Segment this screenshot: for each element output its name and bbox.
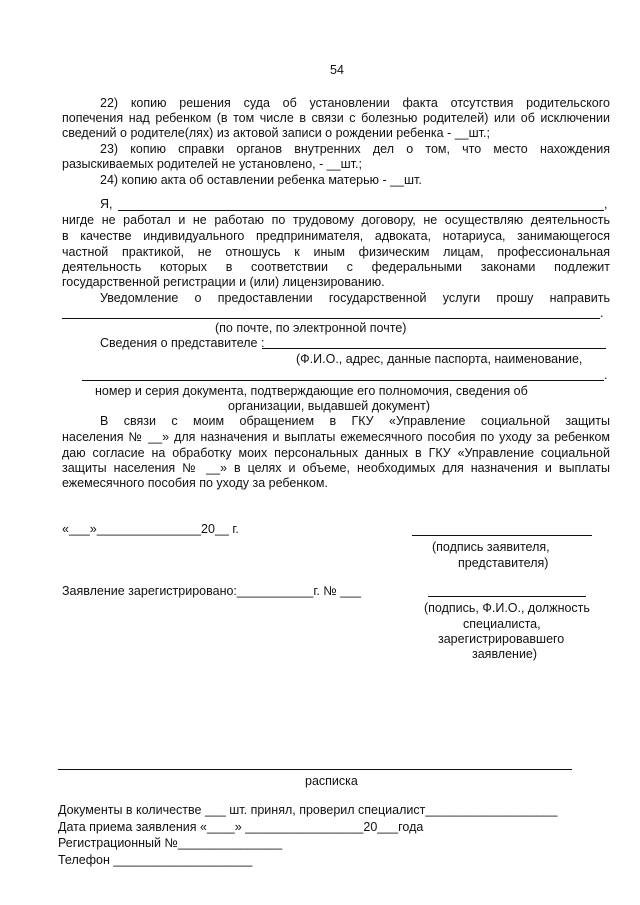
receipt-docs-line[interactable]: Документы в количестве ___ шт. принял, проверил специалист___________________ xyxy=(58,803,558,817)
declaration-comma: , xyxy=(604,197,608,211)
consent-line-5: ежемесячного пособия по уходу за ребенком. xyxy=(62,476,328,490)
applicant-sign-hint-2: представителя) xyxy=(458,556,549,570)
representative-hint-1: (Ф.И.О., адрес, данные паспорта, наименование, xyxy=(296,352,583,366)
applicant-sign-hint-1: (подпись заявителя, xyxy=(432,540,550,554)
representative-hint-2: номер и серия документа, подтверждающие его полномочия, сведения об xyxy=(95,384,528,398)
consent-line-3: даю согласие на обработку моих персональных данных в ГКУ «Управление социальной xyxy=(62,446,610,460)
specialist-signature-line[interactable] xyxy=(428,596,586,597)
notification-method-line[interactable] xyxy=(62,318,600,319)
receipt-phone[interactable]: Телефон ____________________ xyxy=(58,853,253,867)
consent-line-2: населения № __» для назначения и выплаты ежемесячного пособия по уходу за ребенком xyxy=(62,430,610,444)
representative-line-2[interactable] xyxy=(82,380,604,381)
specialist-sign-hint-4: заявление) xyxy=(472,647,538,661)
representative-hint-3: организации, выдавшей документ) xyxy=(228,399,431,413)
specialist-sign-hint-2: специалиста, xyxy=(463,617,541,631)
notification-text: Уведомление о предоставлении государственной услуги прошу направить xyxy=(100,291,610,305)
applicant-name-line[interactable] xyxy=(118,210,604,211)
page-number: 54 xyxy=(330,63,344,77)
item-22-line-2: попечения над ребенком (в том числе в связи с болезнью родителей) или об исключении xyxy=(62,111,610,125)
declaration-line-2: в качестве индивидуального предпринимателя, адвоката, нотариуса, занимающегося xyxy=(62,229,610,243)
notification-dot: . xyxy=(600,306,604,320)
representative-label: Сведения о представителе : xyxy=(100,336,265,350)
application-date[interactable]: «___»_______________20__ г. xyxy=(62,522,239,536)
declaration-line-4: деятельность которых в соответствии с федеральными законами подлежит xyxy=(62,260,610,274)
consent-line-4: защиты населения № __» в целях и объеме, необходимых для назначения и выплаты xyxy=(62,461,610,475)
item-23-line-1: 23) копию справки органов внутренних дел о том, что место нахождения xyxy=(100,142,610,156)
declaration-line-1: нигде не работал и не работаю по трудовому договору, не осуществляю деятельность xyxy=(62,213,610,227)
declaration-line-5: государственной регистрации и (или) лицензированию. xyxy=(62,275,385,289)
specialist-sign-hint-3: зарегистрировавшего xyxy=(438,632,565,646)
notification-hint: (по почте, по электронной почте) xyxy=(215,321,407,335)
declaration-line-3: частной практикой, не отношусь к иным физическим лицам, профессиональная xyxy=(62,245,610,259)
registration-line[interactable]: Заявление зарегистрировано:___________г. № ___ xyxy=(62,584,362,598)
representative-dot: . xyxy=(604,368,608,382)
representative-line-1[interactable] xyxy=(262,348,606,349)
consent-line-1: В связи с моим обращением в ГКУ «Управление социальной защиты xyxy=(100,414,610,428)
receipt-date-line[interactable]: Дата приема заявления «____» _________________20___года xyxy=(58,820,424,834)
receipt-divider xyxy=(58,769,572,770)
specialist-sign-hint-1: (подпись, Ф.И.О., должность xyxy=(424,601,590,615)
item-22-line-1: 22) копию решения суда об установлении факта отсутствия родительского xyxy=(100,96,610,110)
item-24: 24) копию акта об оставлении ребенка матерью - __шт. xyxy=(100,173,422,187)
declaration-ya: Я, xyxy=(100,197,113,211)
applicant-signature-line[interactable] xyxy=(412,535,592,536)
item-23-line-2: разыскиваемых родителей не установлено, - __шт.; xyxy=(62,157,362,171)
item-22-line-3: сведений о родителе(лях) из актовой записи о рождении ребенка - __шт.; xyxy=(62,126,490,140)
receipt-title: расписка xyxy=(305,774,358,788)
receipt-reg-number[interactable]: Регистрационный №_______________ xyxy=(58,836,283,850)
